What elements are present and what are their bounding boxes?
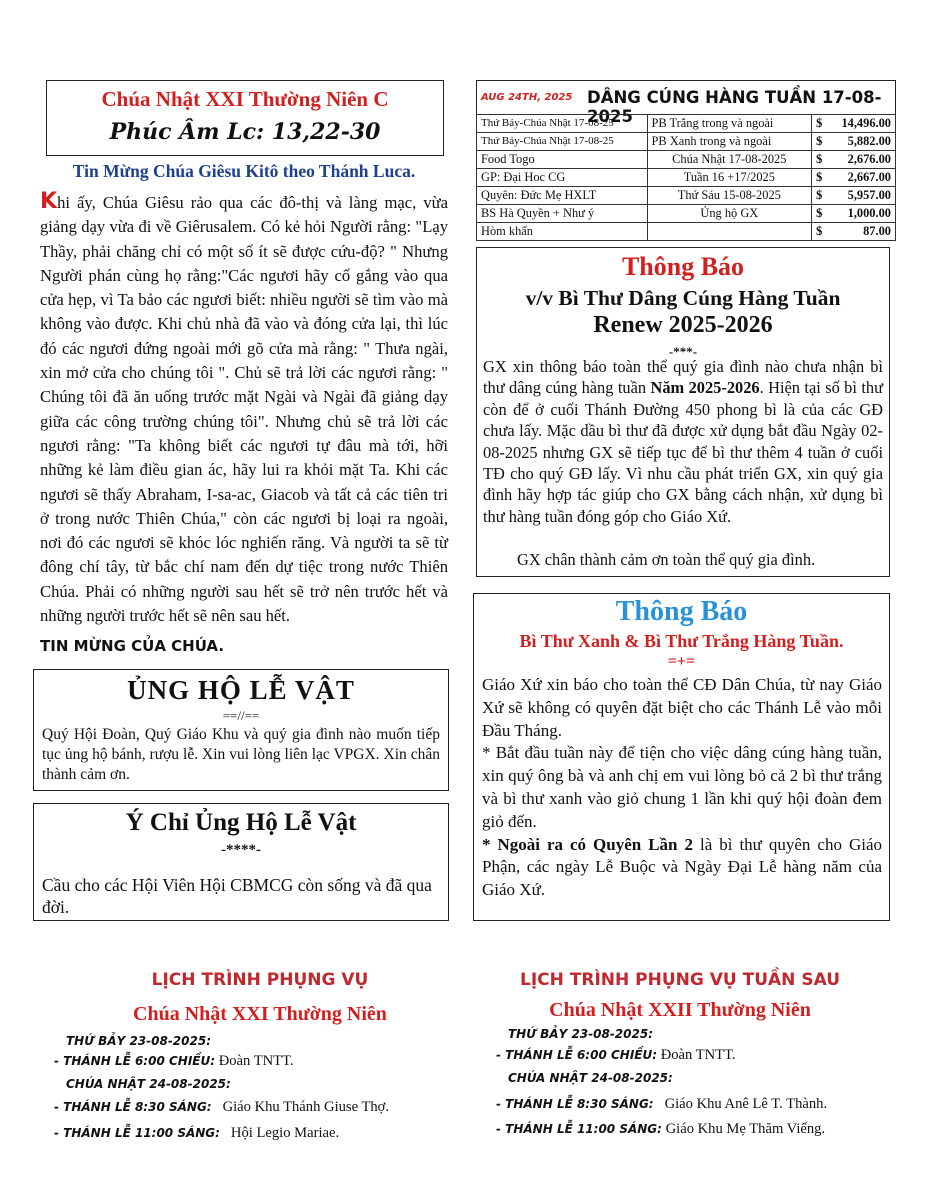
schedule-this-day1: THỨ BẢY 23-08-2025: [66,1034,212,1048]
notice2-body [482,674,882,902]
donation-currency: $ [816,206,823,220]
schedule-this-mass3 [54,1125,339,1142]
gospel-body [40,190,448,628]
gospel-subtitle: Tin Mừng Chúa Giêsu Kitô theo Thánh Luca. [72,161,416,181]
notice1-title: Thông Báo [621,252,745,281]
notice2-divider: =+= [667,653,696,670]
donation-name: Food Togo [477,151,648,169]
donation-amount-cell [812,151,896,169]
schedule-next-mass1-group: Đoàn TNTT. [660,1047,736,1063]
intention-body: Cầu cho các Hội Viên Hội CBMCG còn sống và đã qua đời. [42,875,432,917]
schedule-next-mass3-label: - THÁNH LỄ 11:00 SÁNG: [496,1122,662,1136]
gospel-dropcap: K [40,189,58,214]
gospel-title: Chúa Nhật XXI Thường Niên C [101,87,389,111]
donation-currency: $ [816,134,823,148]
gospel-closing: TIN MỪNG CỦA CHÚA. [40,637,225,655]
donation-amount-cell [812,205,896,223]
schedule-this-mass3-group: Hội Legio Mariae. [230,1125,340,1141]
schedule-next-mass2-group: Giáo Khu Anê Lê T. Thành. [664,1096,828,1112]
notice2-p2: * Bắt đầu tuần này để tiện cho việc dâng cúng hàng tuần, xin quý ông bà và anh chị em vui lòng bỏ cả 2 bì thư trắng và bì thư xanh vào giỏ chung 1 lần khi quý hội đoàn đem giỏ đến. [482,743,882,831]
donations-date: AUG 24TH, 2025 [481,92,573,103]
notice2-p3-bold: * Ngoài ra có Quyên Lần 2 [482,834,693,854]
donation-row [477,223,896,241]
schedule-this-day2: CHÚA NHẬT 24-08-2025: [66,1077,231,1091]
donation-name: Thứ Bảy-Chúa Nhật 17-08-25 [477,115,648,133]
donations-box [476,80,896,240]
donation-amount: 2,667.00 [847,170,891,184]
notice1-box [476,247,890,577]
donation-amount: 14,496.00 [841,116,891,130]
donation-desc [647,223,812,241]
schedule-next-mass3-group: Giáo Khu Mẹ Thăm Viếng. [665,1121,826,1137]
notice1-subtitle: v/v Bì Thư Dâng Cúng Hàng Tuần [525,286,841,310]
notice1-thanks: GX chân thành cảm ơn toàn thể quý gia đình. [517,550,816,569]
offering-body: Quý Hội Đoàn, Quý Giáo Khu và quý gia đình nào muốn tiếp tục ủng hộ bánh, rượu lễ. Xin vui lòng liên lạc VPGX. Xin chân thành cảm ơn. [42,726,440,783]
notice1-body [483,356,883,527]
schedule-this-title: LỊCH TRÌNH PHỤNG VỤ [151,970,369,990]
schedule-next-day2: CHÚA NHẬT 24-08-2025: [508,1071,673,1085]
schedule-this-subtitle: Chúa Nhật XXI Thường Niên [133,1003,387,1025]
donation-name: BS Hà Quyền + Như ý [477,205,648,223]
donation-amount: 2,676.00 [847,152,891,166]
intention-box [33,803,449,921]
donation-currency: $ [816,224,823,238]
notice1-divider: -***- [668,344,698,359]
donation-currency: $ [816,116,823,130]
gospel-reading: Phúc Âm Lc: 13,22-30 [109,119,381,145]
donation-desc: Tuần 16 +17/2025 [647,169,812,187]
donation-desc: PB Xanh trong và ngoài [647,133,812,151]
gospel-text: hi ấy, Chúa Giêsu rảo qua các đô-thị và làng mạc, vừa giảng dạy vừa đi về Giêrusalem. Có kẻ hỏi Người rằng: "Lạy Thầy, phải chăng chỉ có một số ít sẽ được cứu-độ? " Nhưng Người phán cùng họ rằng:"Các ngươi hãy cố gắng vào qua cửa hẹp, vì Ta bảo các ngươi biết: nhiều người sẽ tìm vào mà không vào được. Khi chủ nhà đã vào và đóng cửa lại, thì lúc đó các ngươi đứng ngoài mới gõ cửa mà rằng: " Thưa ngài, xin mở cửa cho chúng tôi ". Chủ sẽ trả lời các ngươi rằng: " Chúng tôi đã ăn uống trước mặt Ngài và Ngài đã giảng dạy giữa các công trường chúng tôi". Nhưng chủ sẽ trả lời các ngươi rằng: "Ta không biết các ngươi tự đâu mà tới, hỡi những kẻ làm điều gian ác, hãy lui ra khỏi mặt Ta. Khi các ngươi sẽ thấy Abraham, I-sa-ac, Giacob và tất cả các tiên tri ở trong nước Thiên Chúa," còn các ngươi bị loại ra ngoài, nơi đó các ngươi sẽ khóc lóc nghiến răng. Và người ta sẽ từ đông chí tây, từ bắc chí nam đến dự tiệc trong nước Thiên Chúa. Phải có những người sau hết sẽ trở nên trước hết và những người trước hết sẽ nên sau hết. [40,193,448,626]
donation-row [477,133,896,151]
schedule-next-day1: THỨ BẢY 23-08-2025: [508,1027,654,1041]
donation-amount-cell [812,133,896,151]
intention-title: Ý Chỉ Ủng Hộ Lễ Vật [125,809,357,836]
donation-row [477,187,896,205]
donation-amount: 87.00 [863,224,891,238]
schedule-next-mass3 [496,1121,825,1138]
notice2-box [473,593,890,921]
donation-name: Thứ Bảy-Chúa Nhật 17-08-25 [477,133,648,151]
schedule-this-mass1 [54,1053,294,1070]
donation-name: GP: Đại Hoc CG [477,169,648,187]
donation-row [477,205,896,223]
donation-amount: 5,882.00 [847,134,891,148]
donation-name: Quyên: Đức Mẹ HXLT [477,187,648,205]
notice2-subtitle: Bì Thư Xanh & Bì Thư Trắng Hàng Tuần. [519,631,844,651]
donation-amount-cell [812,115,896,133]
offering-title: ỦNG HỘ LỄ VẬT [127,675,355,705]
donation-amount-cell [812,187,896,205]
donation-row [477,169,896,187]
schedule-this-mass2 [54,1099,389,1116]
schedule-next-mass2 [496,1096,827,1113]
schedule-next-title: LỊCH TRÌNH PHỤNG VỤ TUẦN SAU [519,970,841,990]
schedule-this-mass2-label: - THÁNH LỄ 8:30 SÁNG: [54,1100,212,1114]
notice2-p3-rest: là bì thư quyên cho Giáo Phận, các ngày Lễ Buộc và Ngày Đại Lễ hàng năm của Giáo Xứ. [482,834,882,900]
donation-amount: 1,000.00 [847,206,891,220]
schedule-this-mass3-label: - THÁNH LỄ 11:00 SÁNG: [54,1126,220,1140]
notice1-body-bold: Năm 2025-2026 [650,378,760,398]
schedule-this-mass1-group: Đoàn TNTT. [218,1053,294,1069]
donation-desc: PB Trắng trong và ngoài [647,115,812,133]
schedule-next-mass1 [496,1047,736,1064]
schedule-next-mass2-label: - THÁNH LỄ 8:30 SÁNG: [496,1097,654,1111]
offering-divider: ==//== [222,708,260,723]
notice1-body-after: . Hiện tại số bì thư còn để ở cuối Thánh Đường 450 phong bì là của các GĐ chưa lấy. Mặc dầu bì thư đã được xử dụng bắt đầu Ngày 02-08-2025 nhưng GX sẽ tiếp tục để bì thư thêm 4 tuần ở cuối TĐ cho quý GĐ lấy. Vì nhu cầu phát triển GX, xin quý gia đình hãy hợp tác giúp cho GX bằng cách nhận, xử dụng bì thư hàng tuần đóng góp cho Giáo Xứ. [483,378,883,526]
donations-title: DÂNG CÚNG HÀNG TUẦN 17-08-2025 [587,88,882,126]
donation-desc: Chúa Nhật 17-08-2025 [647,151,812,169]
donation-currency: $ [816,152,823,166]
donation-row [477,151,896,169]
schedule-this-mass2-group: Giáo Khu Thánh Giuse Thợ. [222,1099,390,1115]
schedule-next-subtitle: Chúa Nhật XXII Thường Niên [549,999,811,1021]
schedule-next-mass1-label: - THÁNH LỄ 6:00 CHIỀU: [496,1048,658,1062]
donations-table [476,114,896,241]
donation-row [477,115,896,133]
notice2-p3 [482,834,882,902]
donation-name: Hòm khấn [477,223,648,241]
intention-divider: -****- [221,842,261,858]
schedule-this-mass1-label: - THÁNH LỄ 6:00 CHIỀU: [54,1054,216,1068]
donation-desc: Thứ Sáu 15-08-2025 [647,187,812,205]
donation-currency: $ [816,188,823,202]
notice2-title: Thông Báo [615,596,748,627]
donation-amount-cell [812,223,896,241]
notice2-p1: Giáo Xứ xin báo cho toàn thể CĐ Dân Chúa, từ nay Giáo Xứ sẽ không có quyên đặt biệt cho các Thánh Lễ vào mỗi Đầu Tháng. [482,675,882,740]
offering-box [33,669,449,791]
donation-currency: $ [816,170,823,184]
notice1-body-before: GX xin thông báo toàn thể quý gia đình nào chưa nhận bì thư dâng cúng hàng tuần [483,357,883,398]
donation-desc: Ủng hộ GX [647,205,812,223]
gospel-title-box [46,80,444,156]
donation-amount: 5,957.00 [847,188,891,202]
donation-amount-cell [812,169,896,187]
notice1-subtitle2: Renew 2025-2026 [593,312,773,338]
